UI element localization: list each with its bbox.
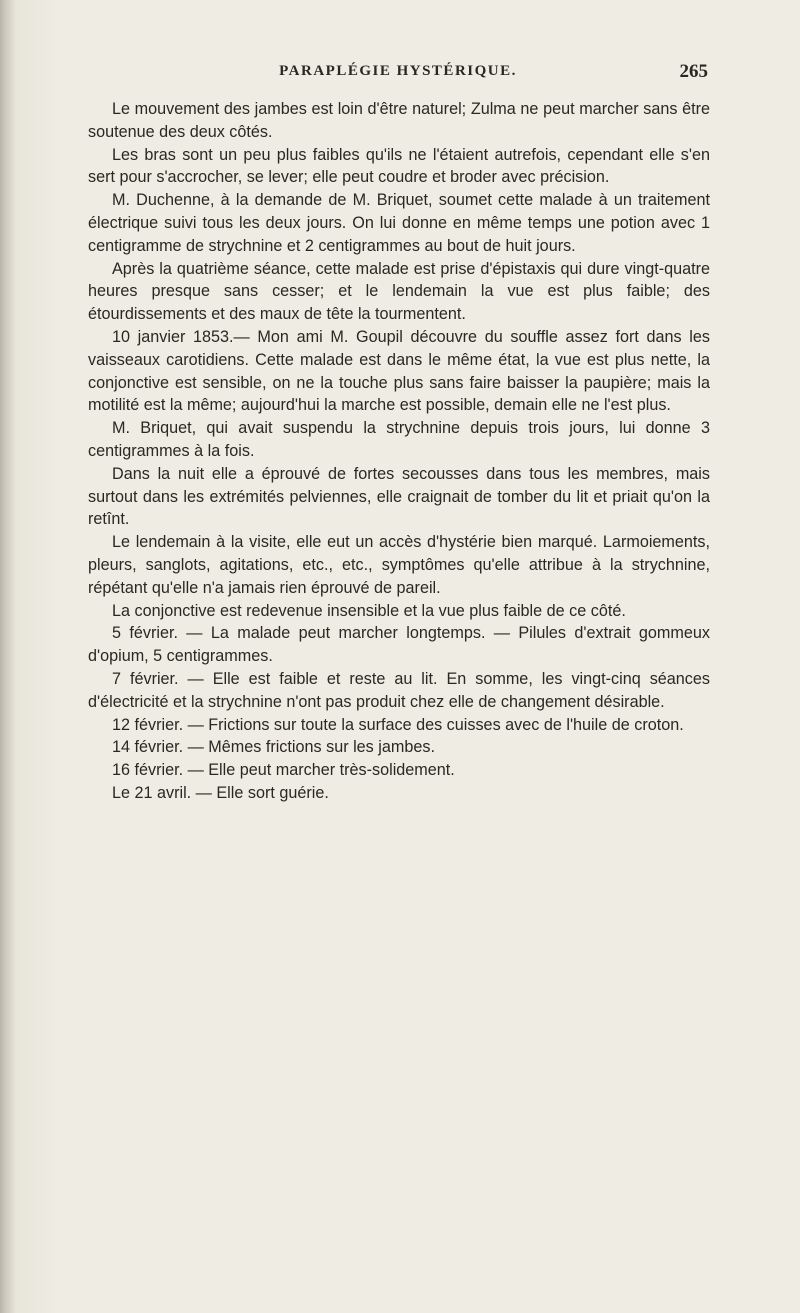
paragraph: 5 février. — La malade peut marcher longtemps. — Pilules d'extrait gommeux d'opium, 5 centigrammes. — [88, 624, 710, 666]
body-text — [88, 98, 710, 805]
binding-edge — [0, 0, 14, 1313]
paragraph: Après la quatrième séance, cette malade est prise d'épistaxis qui dure vingt-quatre heures presque sans cesser; et le lendemain la vue est plus faible; des étourdissements et des maux de tête la tourmentent. — [88, 259, 710, 324]
paragraph: M. Duchenne, à la demande de M. Briquet, soumet cette malade à un traitement électrique suivi tous les deux jours. On lui donne en même temps une potion avec 1 centigramme de strychnine et 2 centigrammes au bout de huit jours. — [88, 191, 710, 255]
paragraph: Dans la nuit elle a éprouvé de fortes secousses dans tous les membres, mais surtout dans les extrémités pelviennes, elle craignait de tomber du lit et priait qu'on la retînt. — [88, 464, 710, 529]
paragraph: 16 février. — Elle peut marcher très-solidement. — [112, 761, 455, 780]
page-number: 265 — [679, 61, 708, 82]
paragraph: Le mouvement des jambes est loin d'être naturel; Zulma ne peut marcher sans être soutenue des deux côtés. — [88, 100, 710, 141]
paragraph: M. Briquet, qui avait suspendu la strychnine depuis trois jours, lui donne 3 centigrammes à la fois. — [88, 419, 710, 460]
running-head — [88, 61, 708, 87]
paragraph: Le 21 avril. — Elle sort guérie. — [112, 783, 329, 802]
paragraph: Les bras sont un peu plus faibles qu'ils ne l'étaient autrefois, cependant elle s'en sert pour s'accrocher, se lever; elle peut coudre et broder avec précision. — [88, 145, 710, 187]
paragraph: 14 février. — Mêmes frictions sur les jambes. — [112, 738, 435, 757]
running-title: PARAPLÉGIE HYSTÉRIQUE. — [279, 63, 517, 79]
paragraph: Le lendemain à la visite, elle eut un accès d'hystérie bien marqué. Larmoiements, pleurs, sanglots, agitations, etc., etc., symptômes qu'elle attribue à la strychnine, répétant qu'elle n'a jamais rien éprouvé de pareil. — [88, 533, 710, 597]
paragraph: 12 février. — Frictions sur toute la surface des cuisses avec de l'huile de croton. — [112, 715, 684, 734]
paragraph: 7 février. — Elle est faible et reste au lit. En somme, les vingt-cinq séances d'électricité et la strychnine n'ont pas produit chez elle de changement désirable. — [88, 669, 710, 711]
paragraph: La conjonctive est redevenue insensible et la vue plus faible de ce côté. — [112, 601, 626, 620]
paragraph: 10 janvier 1853.— Mon ami M. Goupil découvre du souffle assez fort dans les vaisseaux carotidiens. Cette malade est dans le même état, la vue est plus nette, la conjonctive est sensible, on ne la touche plus sans faire baisser la paupière; mais la motilité est la même; aujourd'hui la marche est possible, demain elle ne l'est plus. — [88, 327, 710, 415]
